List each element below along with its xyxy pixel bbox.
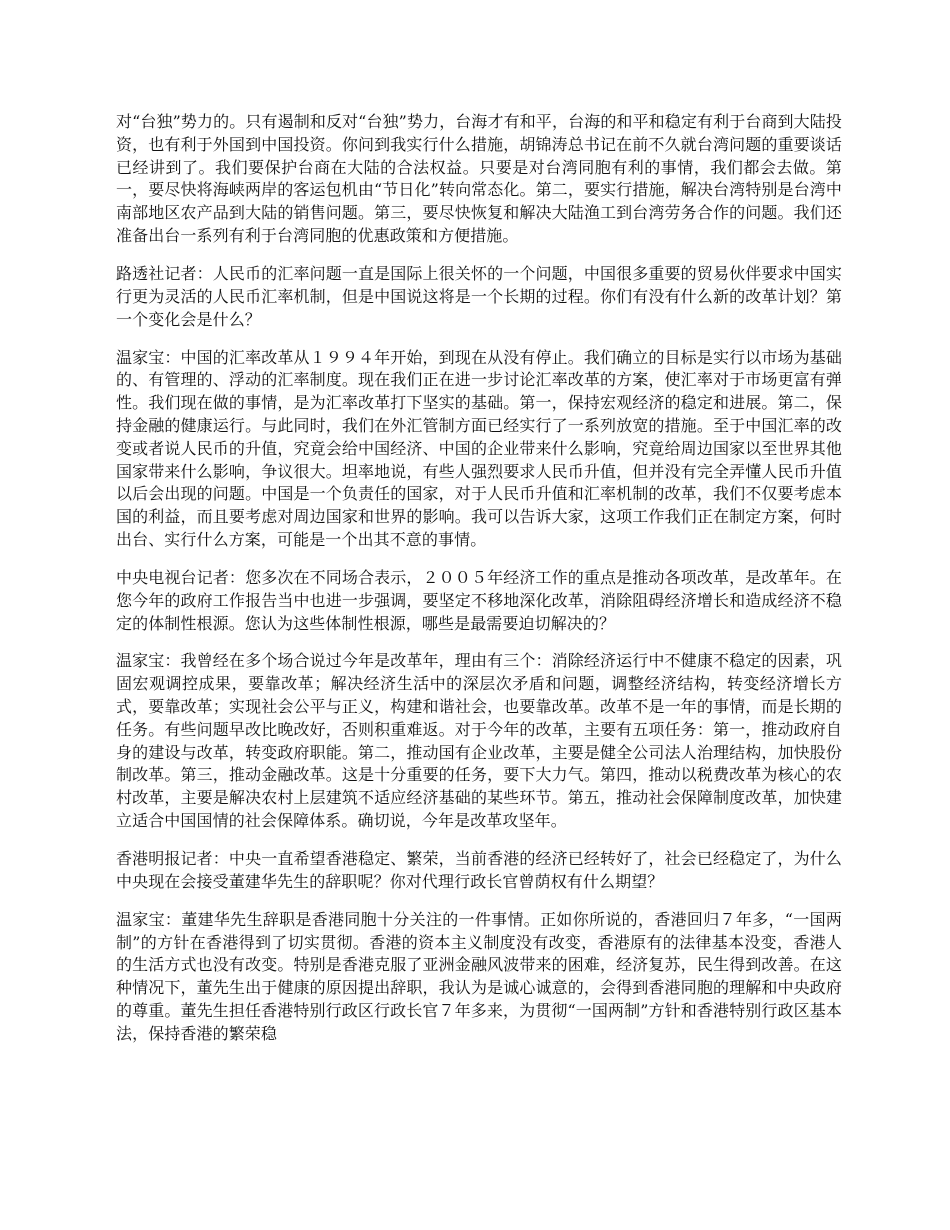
- paragraph-exchange-rate-answer: 温家宝：中国的汇率改革从１９９４年开始，到现在从没有停止。我们确立的目标是实行以市场为基础的、有管理的、浮动的汇率制度。现在我们正在进一步讨论汇率改革的方案，使汇率对于市场更富有弹性。我们现在做的事情，是为汇率改革打下坚实的基础。第一，保持宏观经济的稳定和进展。第二，保持金融的健康运行。与此同时，我们在外汇管制方面已经实行了一系列放宽的措施。至于中国汇率的改变或者说人民币的升值，究竟会给中国经济、中国的企业带来什么影响，究竟给周边国家以至世界其他国家带来什么影响，争议很大。坦率地说，有些人强烈要求人民币升值，但并没有完全弄懂人民币升值以后会出现的问题。中国是一个负责任的国家，对于人民币升值和汇率机制的改革，我们不仅要考虑本国的利益，而且要考虑对周边国家和世界的影响。我可以告诉大家，这项工作我们正在制定方案，何时出台、实行什么方案，可能是一个出其不意的事情。: [116, 347, 842, 549]
- document-body: [116, 111, 842, 1061]
- paragraph-cctv-question: 中央电视台记者：您多次在不同场合表示，２００５年经济工作的重点是推动各项改革，是改革年。在您今年的政府工作报告当中也进一步强调，要坚定不移地深化改革，消除阻碍经济增长和造成经济不稳定的体制性根源。您认为这些体制性根源，哪些是最需要迫切解决的？: [116, 567, 842, 633]
- paragraph-reuters-question: 路透社记者：人民币的汇率问题一直是国际上很关怀的一个问题，中国很多重要的贸易伙伴要求中国实行更为灵活的人民币汇率机制，但是中国说这将是一个长期的过程。你们有没有什么新的改革计划？第一个变化会是什么？: [116, 263, 842, 329]
- paragraph-taiwan-measures: 对“台独”势力的。只有遏制和反对“台独”势力，台海才有和平，台海的和平和稳定有利于台商到大陆投资，也有利于外国到中国投资。你问到我实行什么措施，胡锦涛总书记在前不久就台湾问题的重要谈话已经讲到了。我们要保护台商在大陆的合法权益。只要是对台湾同胞有利的事情，我们都会去做。第一，要尽快将海峡两岸的客运包机由“节日化”转向常态化。第二，要实行措施，解决台湾特别是台湾中南部地区农产品到大陆的销售问题。第三，要尽快恢复和解决大陆渔工到台湾劳务合作的问题。我们还准备出台一系列有利于台湾同胞的优惠政策和方便措施。: [116, 112, 842, 245]
- paragraph-reform-answer: 温家宝：我曾经在多个场合说过今年是改革年，理由有三个：消除经济运行中不健康不稳定的因素，巩固宏观调控成果，要靠改革；解决经济生活中的深层次矛盾和问题，调整经济结构，转变经济增长方式，要靠改革；实现社会公平与正义，构建和谐社会，也要靠改革。改革不是一年的事情，而是长期的任务。有些问题早改比晚改好，否则积重难返。对于今年的改革，主要有五项任务：第一，推动政府自身的建设与改革，转变政府职能。第二，推动国有企业改革，主要是健全公司法人治理结构，加快股份制改革。第三，推动金融改革。这是十分重要的任务，要下大力气。第四，推动以税费改革为核心的农村改革，主要是解决农村上层建筑不适应经济基础的某些环节。第五，推动社会保障制度改革，加快建立适合中国国情的社会保障体系。确切说，今年是改革攻坚年。: [116, 651, 842, 831]
- paragraph-mingpao-question: 香港明报记者：中央一直希望香港稳定、繁荣，当前香港的经济已经转好了，社会已经稳定了，为什么中央现在会接受董建华先生的辞职呢？你对代理行政长官曾荫权有什么期望？: [116, 849, 842, 891]
- paragraph-hong-kong-answer: 温家宝：董建华先生辞职是香港同胞十分关注的一件事情。正如你所说的，香港回归７年多，“一国两制”的方针在香港得到了切实贯彻。香港的资本主义制度没有改变，香港原有的法律基本没变，香港人的生活方式也没有改变。特别是香港克服了亚洲金融风波带来的困难，经济复苏，民生得到改善。在这种情况下，董先生出于健康的原因提出辞职，我认为是诚心诚意的，会得到香港同胞的理解和中央政府的尊重。董先生担任香港特别行政区行政长官７年多来，为贯彻“一国两制”方针和香港特别行政区基本法，保持香港的繁荣稳: [116, 909, 842, 1043]
